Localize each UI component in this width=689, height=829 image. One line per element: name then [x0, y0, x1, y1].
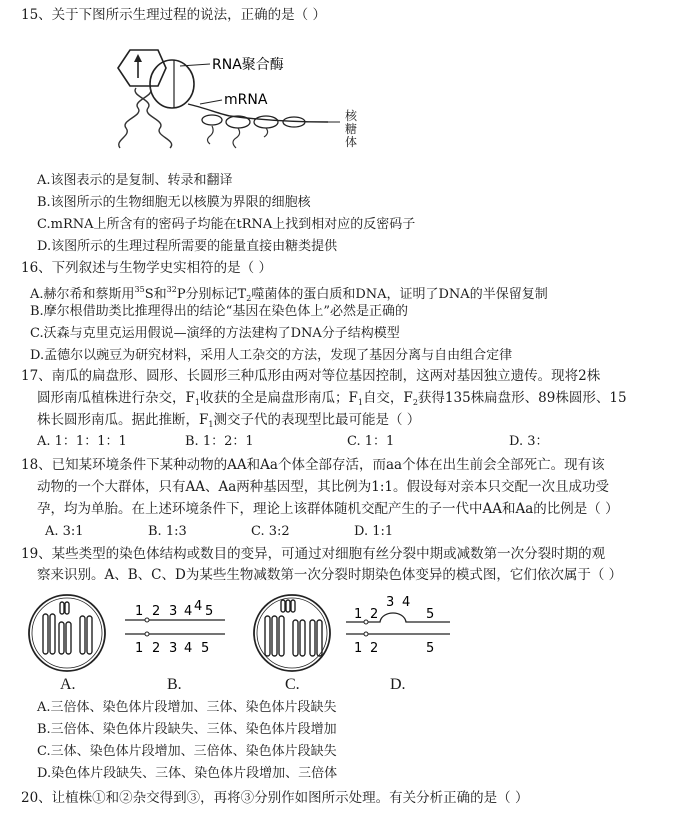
- q17-l2-s2: 1: [357, 398, 363, 407]
- rna-polymerase-label: RNA聚合酶: [212, 57, 284, 73]
- d-top-1: 1: [354, 607, 363, 622]
- b-top-2: 2: [152, 604, 161, 619]
- q16-a-post: 噬菌体的蛋白质和DNA，证明了DNA的半保留复制: [251, 287, 548, 302]
- d-bottom-2: 2: [370, 641, 379, 656]
- d-top-4: 4: [402, 595, 411, 610]
- q19-figure-b-pairing: [125, 600, 225, 662]
- q18-line3: 孕，均为单胎。在上述环境条件下，理论上该群体随机交配产生的子一代中AA和Aa的比例是（ ）: [37, 501, 619, 517]
- q19-caption-d: D.: [390, 676, 406, 693]
- q16-a-sup2: 32: [166, 285, 177, 294]
- q18-line2: 动物的一个大群体，只有AA、Aa两种基因型，其比例为1:1。假设每对亲本只交配一次且成功受: [37, 479, 610, 495]
- mrna-label: mRNA: [224, 92, 268, 108]
- b-bottom-5: 5: [201, 641, 210, 656]
- q17-l2-s1: 1: [194, 398, 200, 407]
- q16-a-sub: 2: [246, 294, 252, 303]
- q15-stem: 15、关于下图所示生理过程的说法，正确的是（ ）: [21, 7, 326, 23]
- q18-line1: 18、已知某环境条件下某种动物的AA和Aa个体全部存活，而aa个体在出生前会全部死亡。现有该: [21, 457, 605, 473]
- q17-l3-pre: 株长圆形南瓜。据此推断，F: [37, 412, 209, 428]
- q19-caption-b: B.: [167, 676, 182, 693]
- q17-line3: [37, 411, 420, 434]
- d-bottom-5: 5: [426, 641, 435, 656]
- q16-option-d[interactable]: D.孟德尔以豌豆为研究材料，采用人工杂交的方法，发现了基因分离与自由组合定律: [30, 348, 513, 363]
- q17-option-a[interactable]: A. 1：1：1：1: [37, 434, 127, 449]
- d-bottom-1: 1: [354, 641, 363, 656]
- q18-option-a[interactable]: A. 3:1: [45, 524, 84, 539]
- d-top-5: 5: [426, 607, 435, 622]
- q16-a-mid1: S和: [144, 287, 167, 302]
- q19-option-c[interactable]: C.三体、染色体片段增加、三倍体、染色体片段缺失: [37, 744, 337, 759]
- q19-figure-a-cell: [26, 592, 108, 674]
- q15-option-a[interactable]: A.该图表示的是复制、转录和翻译: [37, 173, 233, 188]
- b-bottom-4: 4: [184, 641, 193, 656]
- q17-l3-s1: 1: [208, 420, 214, 429]
- q17-line2: [37, 389, 627, 412]
- q17-l3-post: 测交子代的表现型比最可能是（ ）: [213, 412, 421, 428]
- d-top-3: 3: [386, 595, 395, 610]
- q18-option-d[interactable]: D. 1:1: [354, 524, 394, 539]
- q19-caption-c: C.: [285, 676, 300, 693]
- q15-option-d[interactable]: D.该图所示的生理过程所需要的能量直接由糖类提供: [37, 239, 338, 254]
- q17-line1: 17、南瓜的扁盘形、圆形、长圆形三种瓜形由两对等位基因控制，这两对基因独立遗传。现将2株: [21, 368, 601, 384]
- q19-option-b[interactable]: B.三倍体、染色体片段缺失、三体、染色体片段增加: [37, 722, 337, 737]
- q17-l2-mid2: 自交，F: [362, 390, 413, 406]
- q19-figure-d-loop: [346, 596, 450, 662]
- q15-option-b[interactable]: B.该图所示的生物细胞无以核膜为界限的细胞核: [37, 195, 311, 210]
- q17-l2-mid1: 收获的全是扁盘形南瓜；F: [199, 390, 358, 406]
- q20-stem: 20、让植株①和②杂交得到③，再将③分别作如图所示处理。有关分析正确的是（ ）: [21, 790, 529, 806]
- b-top-4: 4: [184, 604, 193, 619]
- q15-transcription-translation-figure: [110, 44, 370, 156]
- q17-l2-s3: 2: [412, 398, 418, 407]
- q19-line1: 19、某些类型的染色体结构或数目的变异，可通过对细胞有丝分裂中期或减数第一次分裂时期的观: [21, 546, 606, 562]
- q16-a-pre: A.赫尔希和蔡斯用: [30, 287, 135, 302]
- q16-a-sup1: 35: [134, 285, 145, 294]
- q17-l2-pre: 圆形南瓜植株进行杂交，F: [37, 390, 195, 406]
- q17-l2-post: 获得135株扁盘形、89株圆形、15: [417, 390, 627, 406]
- q19-figure-c-cell: [251, 592, 333, 674]
- q15-option-c[interactable]: C.mRNA上所含有的密码子均能在tRNA上找到相对应的反密码子: [37, 217, 416, 232]
- d-top-2: 2: [370, 607, 379, 622]
- q18-option-b[interactable]: B. 1:3: [148, 524, 187, 539]
- q17-option-b[interactable]: B. 1：2：1: [185, 434, 254, 449]
- b-top-3: 3: [169, 604, 178, 619]
- b-top-1: 1: [135, 604, 144, 619]
- q17-option-d[interactable]: D. 3：: [509, 434, 549, 449]
- q19-option-a[interactable]: A.三倍体、染色体片段增加、三体、染色体片段缺失: [37, 700, 337, 715]
- q19-option-d[interactable]: D.染色体片段缺失、三体、染色体片段增加、三倍体: [37, 766, 338, 781]
- q19-caption-a: A.: [60, 676, 76, 693]
- q18-option-c[interactable]: C. 3:2: [251, 524, 290, 539]
- b-bottom-2: 2: [152, 641, 161, 656]
- b-top-4b: 4: [194, 599, 203, 614]
- q16-option-c[interactable]: C.沃森与克里克运用假说—演绎的方法建构了DNA分子结构模型: [30, 326, 400, 341]
- q16-a-mid2: P分别标记T: [176, 287, 247, 302]
- q16-stem: 16、下列叙述与生物学史实相符的是（ ）: [21, 260, 272, 276]
- b-top-5: 5: [205, 604, 214, 619]
- b-bottom-1: 1: [135, 641, 144, 656]
- ribosome-label: 核糖体: [345, 109, 358, 149]
- b-bottom-3: 3: [169, 641, 178, 656]
- q16-option-b[interactable]: B.摩尔根借助类比推理得出的结论“基因在染色体上”必然是正确的: [30, 304, 408, 319]
- q17-option-c[interactable]: C. 1：1: [347, 434, 395, 449]
- q19-line2: 察来识别。A、B、C、D为某些生物减数第一次分裂时期染色体变异的模式图，它们依次属于（ ）: [37, 567, 623, 583]
